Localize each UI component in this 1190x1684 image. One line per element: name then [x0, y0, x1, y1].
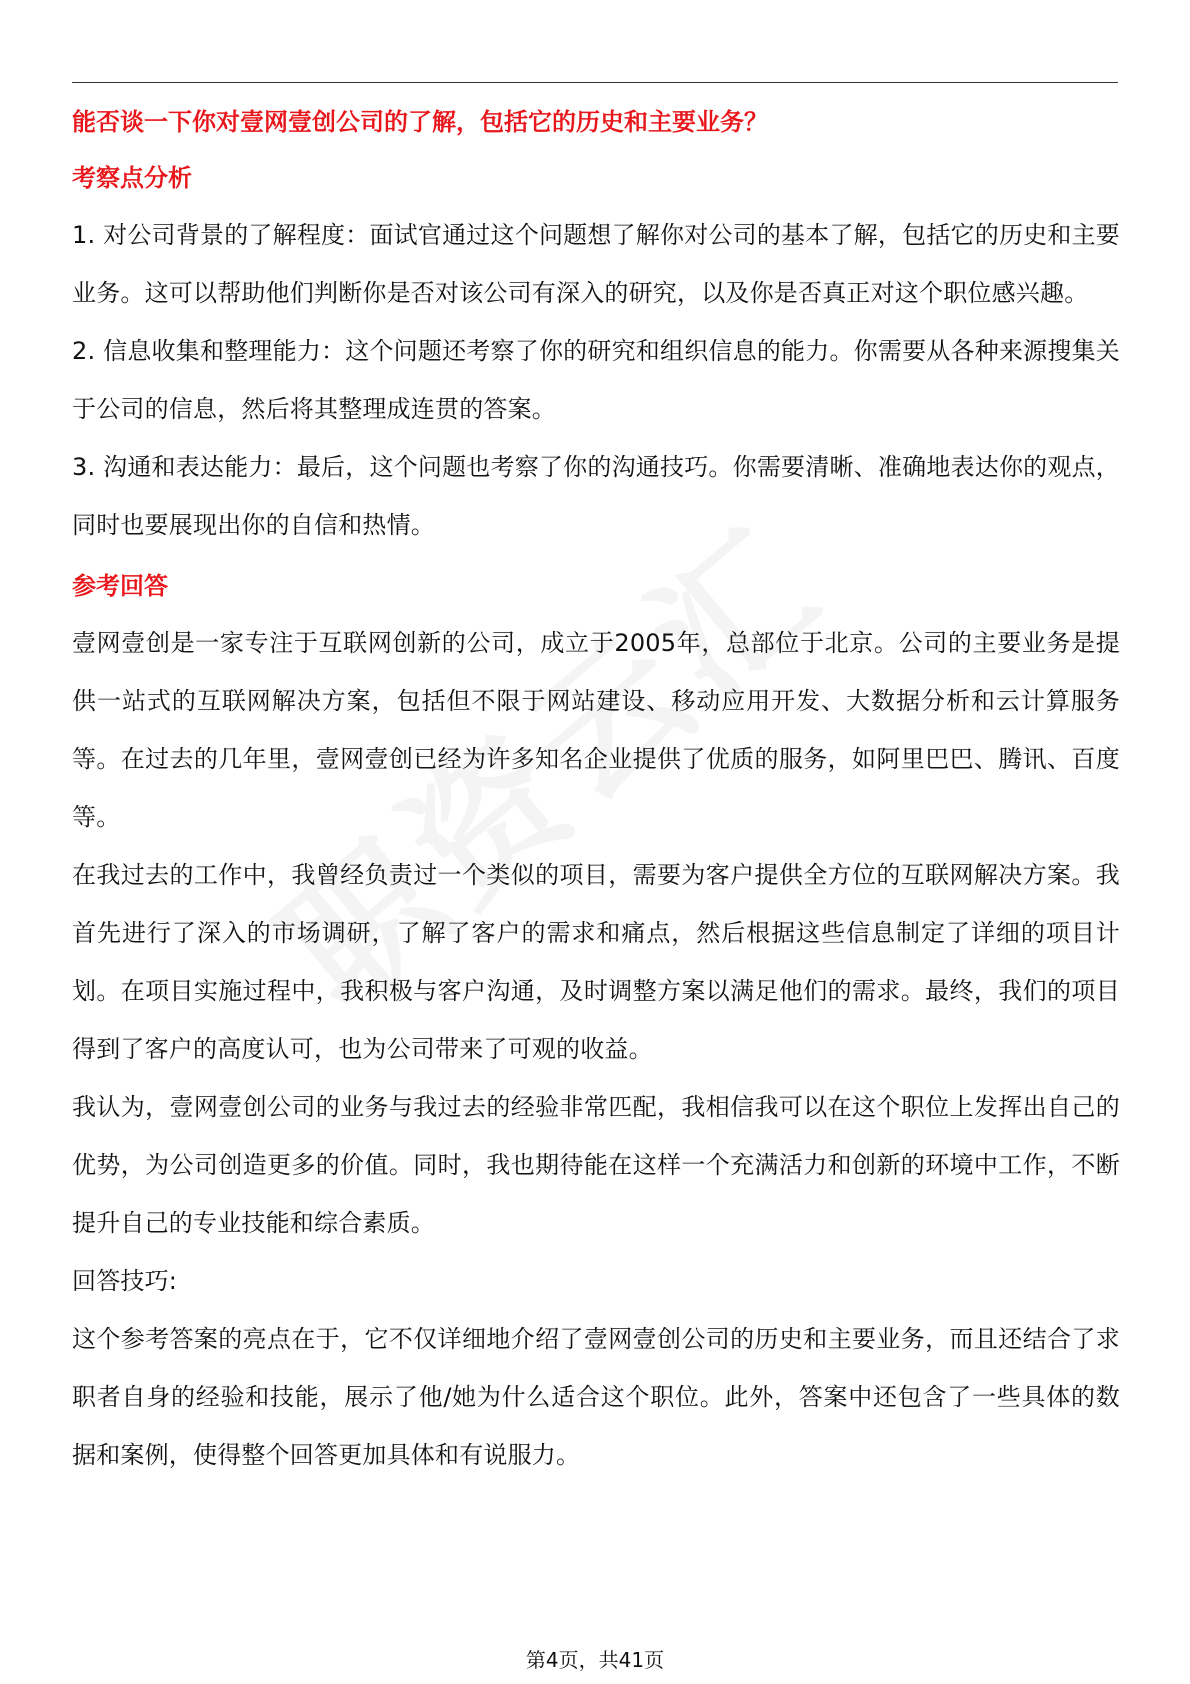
- analysis-heading: 考察点分析: [72, 164, 192, 192]
- reference-paragraph: 在我过去的工作中，我曾经负责过一个类似的项目，需要为客户提供全方位的互联网解决方案。我首先进行了深入的市场调研，了解了客户的需求和痛点，然后根据这些信息制定了详细的项目计划。在项目实施过程中，我积极与客户沟通，及时调整方案以满足他们的需求。最终，我们的项目得到了客户的高度认可，也为公司带来了可观的收益。: [72, 861, 1120, 1063]
- question-title: 能否谈一下你对壹网壹创公司的了解，包括它的历史和主要业务？: [72, 108, 768, 136]
- analysis-point: 2. 信息收集和整理能力：这个问题还考察了你的研究和组织信息的能力。你需要从各种来源搜集关于公司的信息，然后将其整理成连贯的答案。: [72, 337, 1120, 423]
- analysis-point: 3. 沟通和表达能力：最后，这个问题也考察了你的沟通技巧。你需要清晰、准确地表达你的观点，同时也要展现出你的自信和热情。: [72, 453, 1120, 539]
- page-number: 第4页，共41页: [525, 1648, 665, 1672]
- tips-heading: 回答技巧:: [72, 1267, 178, 1295]
- document-body: [72, 94, 1120, 1484]
- reference-paragraph: 我认为，壹网壹创公司的业务与我过去的经验非常匹配，我相信我可以在这个职位上发挥出自己的优势，为公司创造更多的价值。同时，我也期待能在这样一个充满活力和创新的环境中工作，不断提升自己的专业技能和综合素质。: [72, 1093, 1120, 1237]
- analysis-point: 1. 对公司背景的了解程度：面试官通过这个问题想了解你对公司的基本了解，包括它的历史和主要业务。这可以帮助他们判断你是否对该公司有深入的研究，以及你是否真正对这个职位感兴趣。: [72, 221, 1120, 307]
- reference-paragraph: 壹网壹创是一家专注于互联网创新的公司，成立于2005年，总部位于北京。公司的主要业务是提供一站式的互联网解决方案，包括但不限于网站建设、移动应用开发、大数据分析和云计算服务等。在过去的几年里，壹网壹创已经为许多知名企业提供了优质的服务，如阿里巴巴、腾讯、百度等。: [72, 629, 1120, 831]
- header-rule: [72, 82, 1118, 83]
- reference-heading: 参考回答: [72, 572, 168, 600]
- tips-text: 这个参考答案的亮点在于，它不仅详细地介绍了壹网壹创公司的历史和主要业务，而且还结合了求职者自身的经验和技能，展示了他/她为什么适合这个职位。此外，答案中还包含了一些具体的数据和案例，使得整个回答更加具体和有说服力。: [72, 1325, 1120, 1469]
